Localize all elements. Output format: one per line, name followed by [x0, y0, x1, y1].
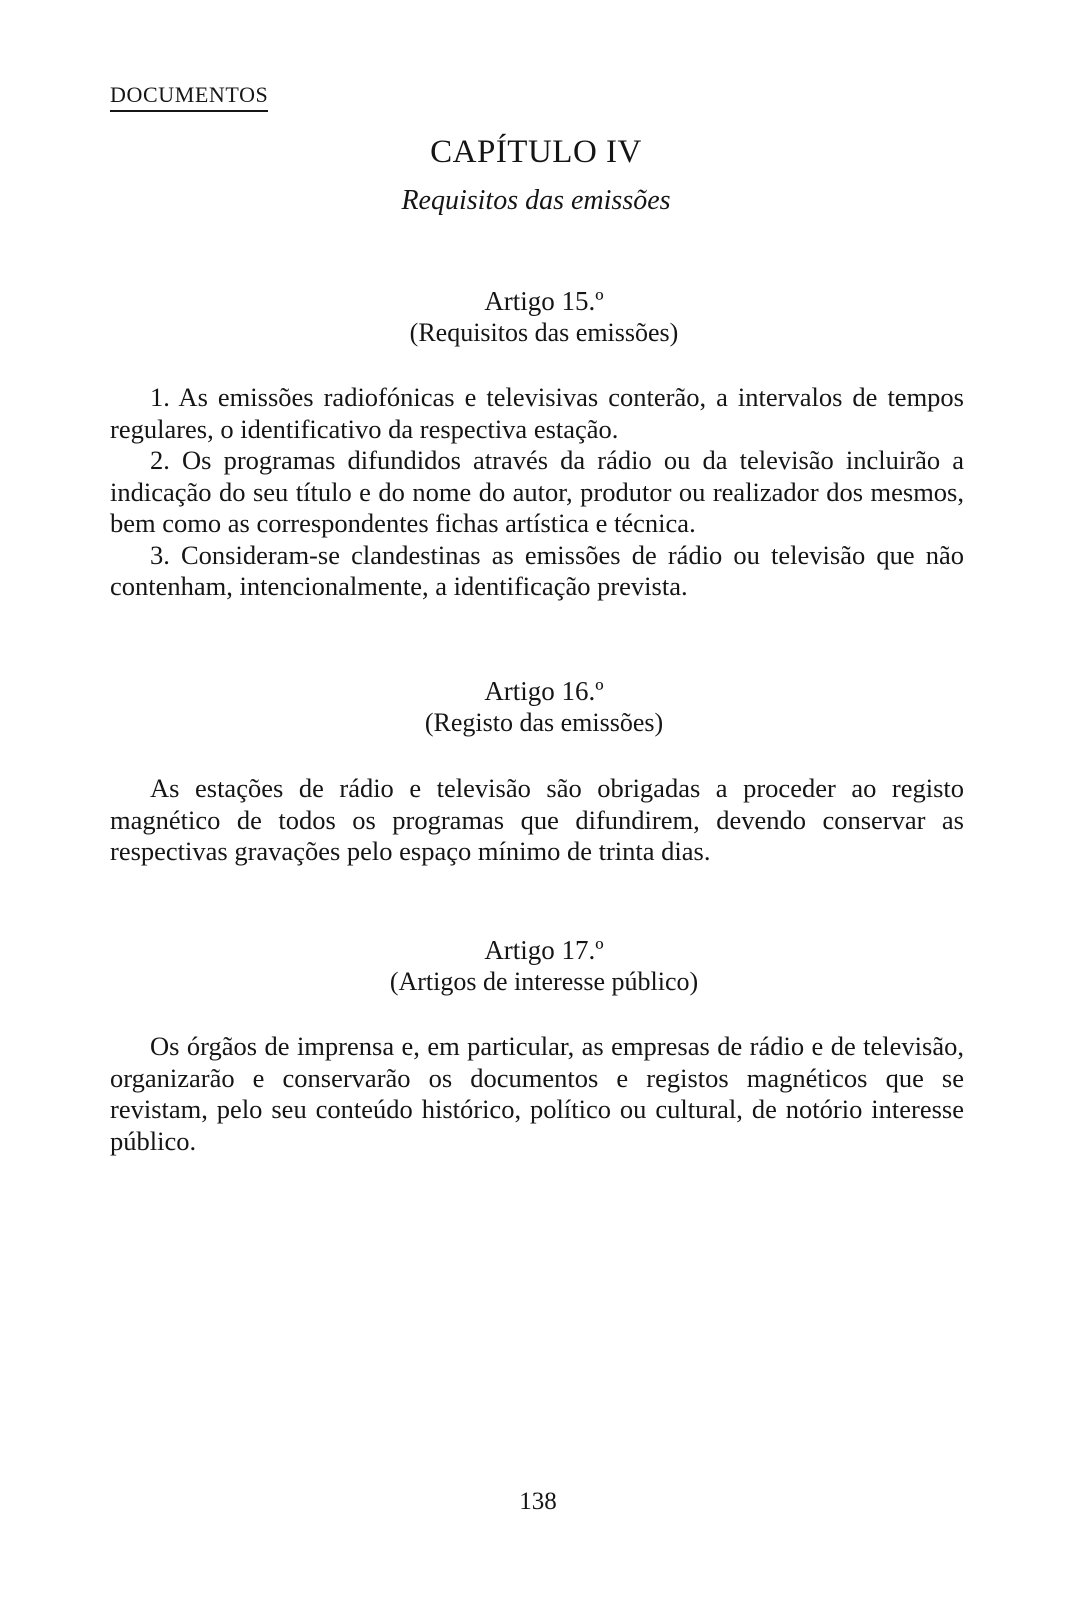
article-17-body	[110, 1031, 964, 1157]
chapter-subtitle: Requisitos das emissões	[401, 185, 671, 216]
article-16-paragraph-1: As estações de rádio e televisão são obrigadas a proceder ao registo magnético de todos os programas que difundirem, devendo conservar as respectivas gravações pelo espaço mínimo de trinta dias.	[110, 773, 964, 866]
article-17-number: Artigo 17.º	[484, 935, 604, 965]
article-15-paragraph-2: 2. Os programas difundidos através da rádio ou da televisão incluirão a indicação do seu título e do nome do autor, produtor ou realizador dos mesmos, bem como as correspondentes fichas artística e técnica.	[110, 445, 964, 538]
chapter-title: CAPÍTULO IV	[430, 134, 642, 170]
article-15-paragraph-3: 3. Consideram-se clandestinas as emissões de rádio ou televisão que não contenham, intencionalmente, a identificação prevista.	[110, 539, 964, 601]
article-16-body	[110, 773, 964, 868]
page-number: 138	[519, 1488, 557, 1515]
article-17-title: (Artigos de interesse público)	[389, 967, 699, 996]
article-17-paragraph-1: Os órgãos de imprensa e, em particular, as empresas de rádio e de televisão, organizarão e conservarão os documentos e registos magnéticos que se revistam, pelo seu conteúdo histórico, político ou cultural, de notório interesse público.	[110, 1031, 964, 1156]
article-15-body	[110, 382, 964, 603]
article-15-title: (Requisitos das emissões)	[409, 318, 679, 347]
article-15-paragraph-1: 1. As emissões radiofónicas e televisivas conterão, a intervalos de tempos regulares, o identificativo da respectiva estação.	[110, 382, 964, 444]
article-16-title: (Registo das emissões)	[424, 708, 664, 737]
section-label: DOCUMENTOS	[110, 82, 268, 112]
article-16-number: Artigo 16.º	[484, 676, 604, 706]
article-15-number: Artigo 15.º	[484, 286, 604, 316]
